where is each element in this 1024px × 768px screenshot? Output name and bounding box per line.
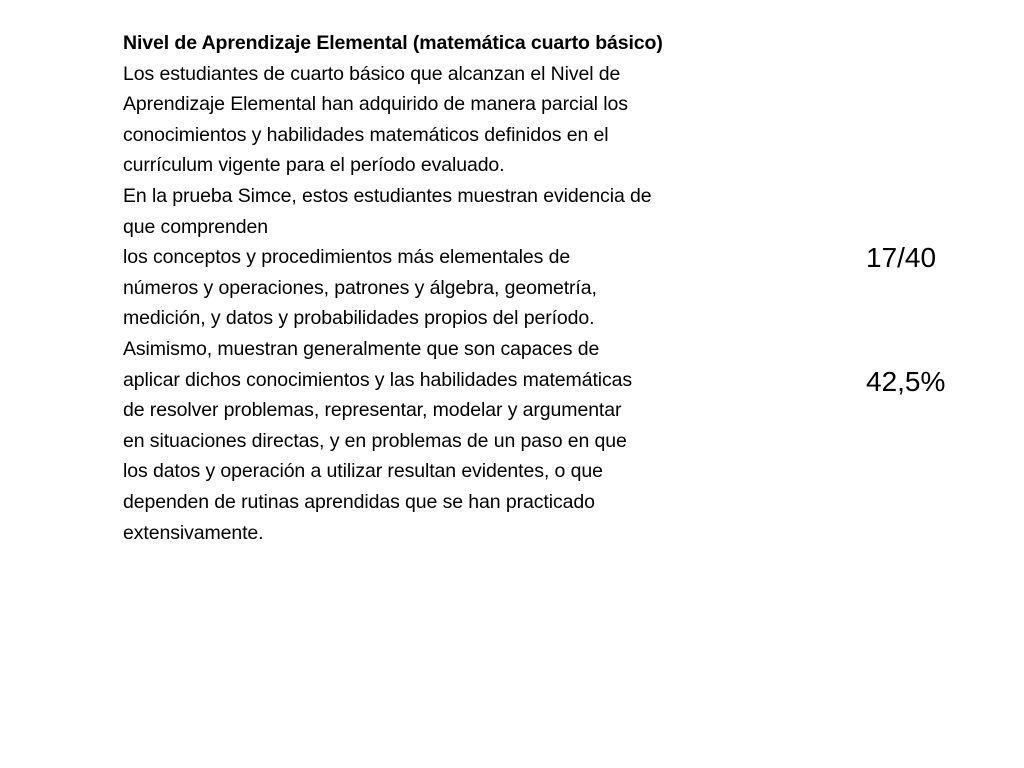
body-line: Aprendizaje Elemental han adquirido de manera parcial los [123, 93, 628, 116]
body-line: En la prueba Simce, estos estudiantes muestran evidencia de [123, 184, 652, 207]
score-value: 17/40 [866, 242, 937, 273]
body-line: aplicar dichos conocimientos y las habilidades matemáticas [123, 368, 633, 391]
body-line: medición, y datos y probabilidades propios del período. [123, 307, 595, 330]
body-line: Los estudiantes de cuarto básico que alcanzan el Nivel de [123, 62, 621, 85]
body-line: los conceptos y procedimientos más elementales de [123, 246, 571, 269]
percentage-value: 42,5% [866, 366, 946, 397]
body-line: conocimientos y habilidades matemáticos definidos en el [123, 123, 609, 146]
body-line: currículum vigente para el período evaluado. [123, 154, 505, 177]
body-line: dependen de rutinas aprendidas que se han practicado [123, 490, 595, 513]
body-line: que comprenden [123, 215, 268, 238]
body-line: extensivamente. [123, 521, 264, 544]
description-text-block [123, 28, 773, 548]
body-line: los datos y operación a utilizar resultan evidentes, o que [123, 460, 603, 483]
body-line: Asimismo, muestran generalmente que son capaces de [123, 337, 600, 360]
body-line: de resolver problemas, representar, modelar y argumentar [123, 399, 622, 422]
document-title: Nivel de Aprendizaje Elemental (matemática cuarto básico) [123, 32, 663, 54]
body-line: en situaciones directas, y en problemas de un paso en que [123, 429, 627, 452]
body-line: números y operaciones, patrones y álgebra, geometría, [123, 276, 597, 299]
